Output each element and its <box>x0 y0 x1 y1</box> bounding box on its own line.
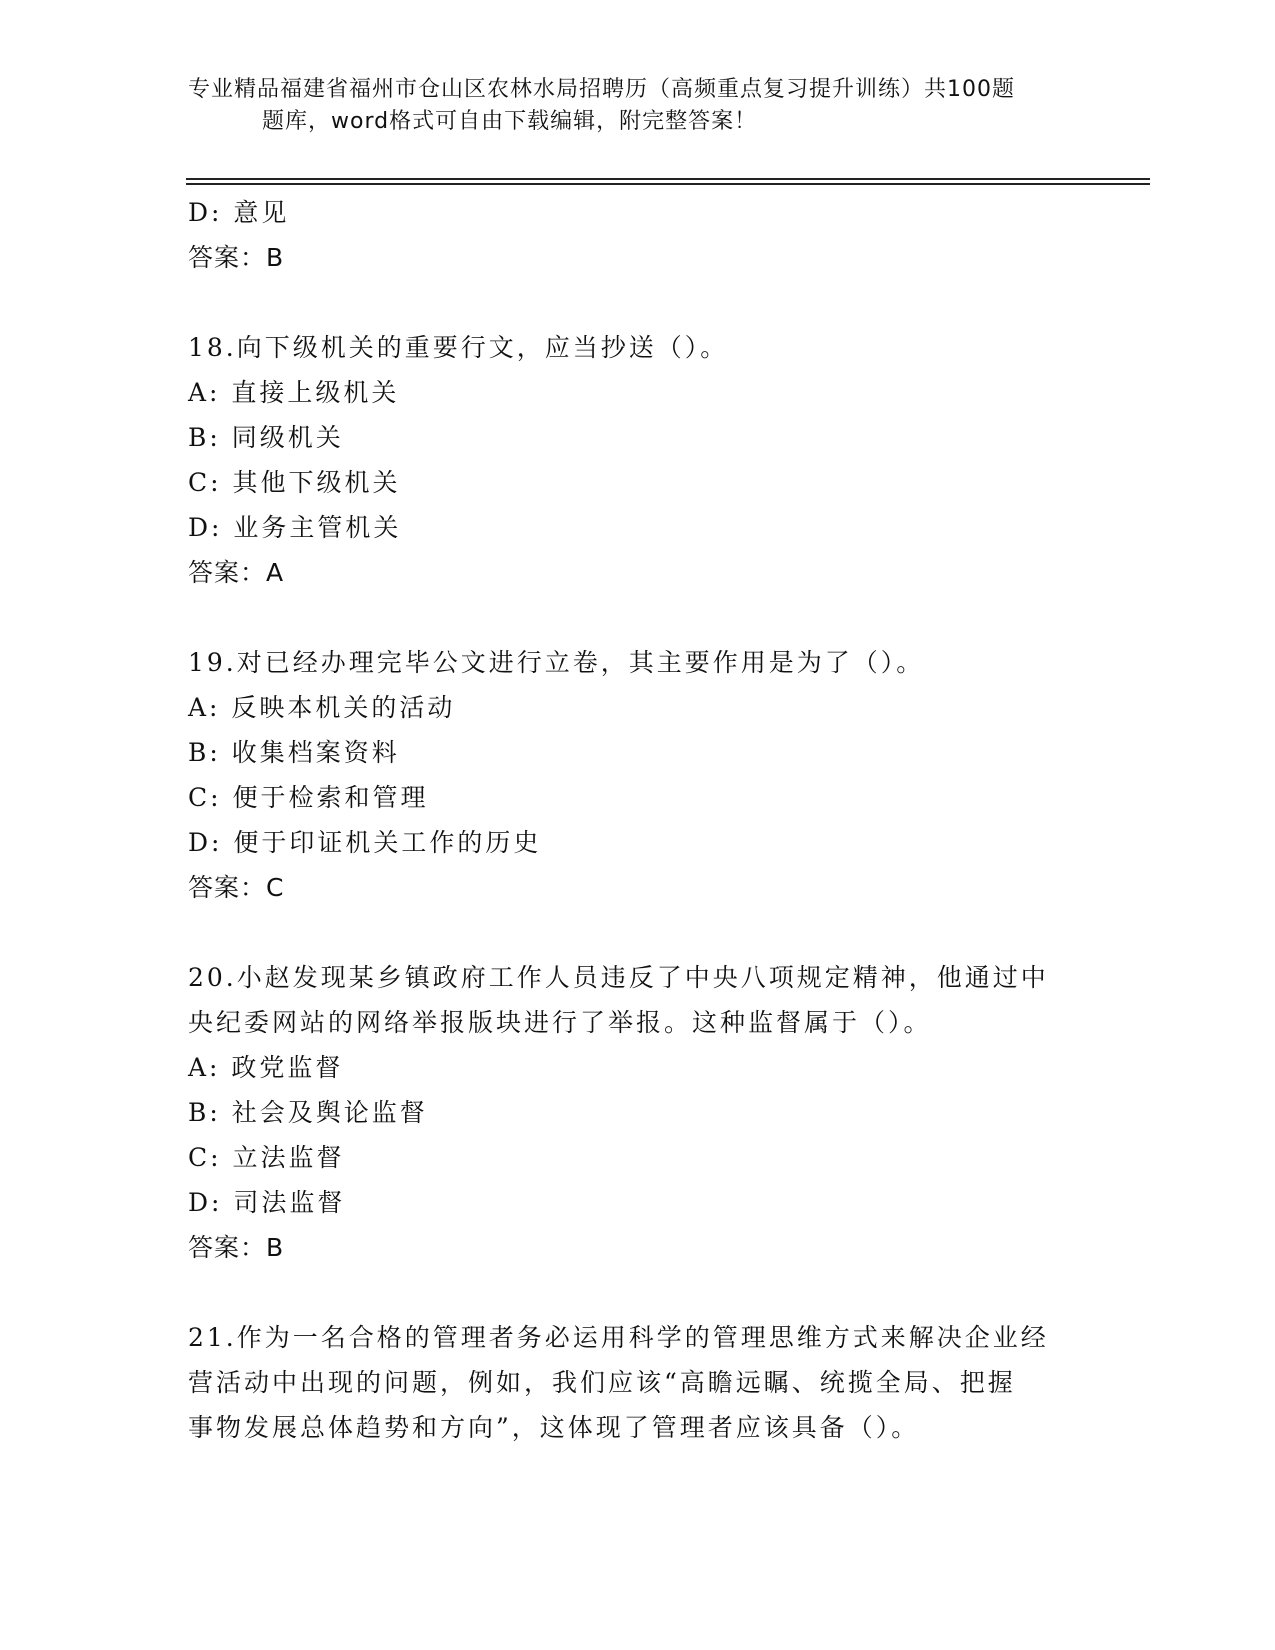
option-d: D: 业务主管机关 <box>188 513 402 542</box>
question-text-line2: 营活动中出现的问题，例如，我们应该“高瞻远瞩、统揽全局、把握 <box>188 1368 1016 1397</box>
header-title-line1: 专业精品福建省福州市仓山区农林水局招聘历（高频重点复习提升训练）共100题 <box>188 77 1015 102</box>
question-19 <box>188 640 1078 910</box>
option-b: B: 收集档案资料 <box>188 738 400 767</box>
spacer <box>188 280 1078 325</box>
question-text: 18.向下级机关的重要行文，应当抄送（）。 <box>188 333 729 362</box>
question-18 <box>188 325 1078 595</box>
option-d: D: 便于印证机关工作的历史 <box>188 828 542 857</box>
spacer <box>188 1270 1078 1315</box>
option-b: B: 社会及舆论监督 <box>188 1098 428 1127</box>
option-c: C: 其他下级机关 <box>188 468 401 497</box>
question-text-line3: 事物发展总体趋势和方向”，这体现了管理者应该具备（）。 <box>188 1413 920 1442</box>
question-21 <box>188 1315 1078 1450</box>
question-text: 19.对已经办理完毕公文进行立卷，其主要作用是为了（）。 <box>188 648 925 677</box>
spacer <box>188 910 1078 955</box>
question-20 <box>188 955 1078 1270</box>
spacer <box>188 595 1078 640</box>
option-a: A: 反映本机关的活动 <box>188 693 456 722</box>
answer-line: 答案：B <box>188 243 285 272</box>
question-text-line1: 20.小赵发现某乡镇政府工作人员违反了中央八项规定精神，他通过中 <box>188 963 1049 992</box>
option-d: D: 意见 <box>188 198 290 227</box>
header-rule-bottom <box>186 183 1150 185</box>
header-title-line2: 题库，word格式可自由下载编辑，附完整答案！ <box>262 109 758 134</box>
answer-line: 答案：C <box>188 873 285 902</box>
answer-line: 答案：B <box>188 1233 285 1262</box>
option-d: D: 司法监督 <box>188 1188 346 1217</box>
option-a: A: 直接上级机关 <box>188 378 400 407</box>
question-text-line1: 21.作为一名合格的管理者务必运用科学的管理思维方式来解决企业经 <box>188 1323 1049 1352</box>
answer-line: 答案：A <box>188 558 285 587</box>
document-body <box>188 190 1078 1450</box>
header-rule-top <box>186 178 1150 180</box>
document-header <box>188 74 1108 138</box>
option-a: A: 政党监督 <box>188 1053 344 1082</box>
option-c: C: 立法监督 <box>188 1143 345 1172</box>
option-c: C: 便于检索和管理 <box>188 783 429 812</box>
question-text-line2: 央纪委网站的网络举报版块进行了举报。这种监督属于（）。 <box>188 1008 932 1037</box>
option-b: B: 同级机关 <box>188 423 344 452</box>
